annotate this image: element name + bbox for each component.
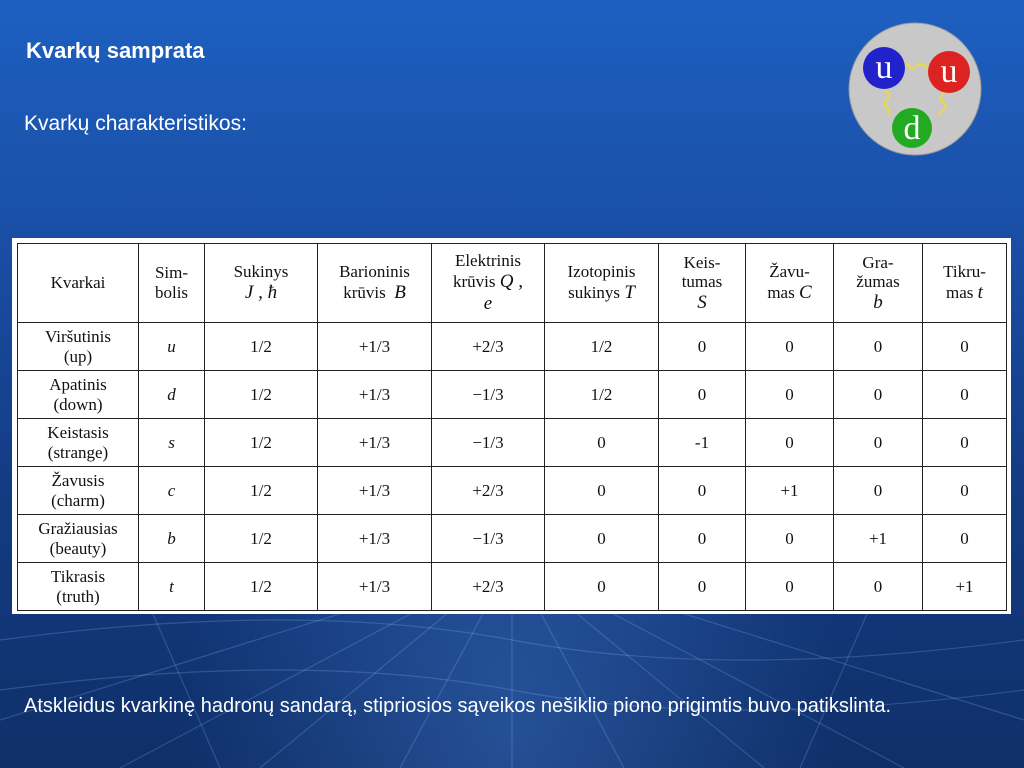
value-cell: 0: [746, 323, 834, 371]
quark-properties-table: [17, 243, 1007, 611]
quark-name-cell: Keistasis (strange): [18, 419, 139, 467]
quark-symbol-cell: c: [139, 467, 205, 515]
quark-symbol-cell: d: [139, 371, 205, 419]
value-cell: 0: [746, 515, 834, 563]
value-cell: 1/2: [205, 371, 318, 419]
value-cell: −1/3: [432, 371, 545, 419]
value-cell: 0: [834, 419, 923, 467]
header-strangeness: Keis- tumas S: [659, 244, 746, 323]
value-cell: 1/2: [545, 323, 659, 371]
value-cell: 0: [834, 467, 923, 515]
value-cell: +1/3: [318, 515, 432, 563]
value-cell: 0: [923, 467, 1007, 515]
value-cell: 0: [923, 515, 1007, 563]
table-body: [18, 323, 1007, 611]
value-cell: -1: [659, 419, 746, 467]
quark-name-cell: Tikrasis (truth): [18, 563, 139, 611]
value-cell: +1/3: [318, 323, 432, 371]
quark-table-panel: [12, 238, 1011, 614]
quark-symbol-cell: s: [139, 419, 205, 467]
slide-subtitle: Kvarkų charakteristikos:: [24, 112, 247, 135]
value-cell: +1: [746, 467, 834, 515]
value-cell: +1/3: [318, 563, 432, 611]
header-baryon-charge: Barioninis krūvis B: [318, 244, 432, 323]
quark-label-u2: u: [940, 53, 958, 90]
value-cell: 1/2: [205, 419, 318, 467]
value-cell: 0: [923, 323, 1007, 371]
quark-name-cell: Viršutinis (up): [18, 323, 139, 371]
table-header-row: [18, 244, 1007, 323]
value-cell: 1/2: [205, 515, 318, 563]
value-cell: +2/3: [432, 563, 545, 611]
value-cell: +1/3: [318, 467, 432, 515]
table-row: [18, 515, 1007, 563]
value-cell: −1/3: [432, 419, 545, 467]
value-cell: 1/2: [205, 563, 318, 611]
quark-name-cell: Žavusis (charm): [18, 467, 139, 515]
value-cell: +1: [834, 515, 923, 563]
value-cell: 1/2: [205, 467, 318, 515]
value-cell: 0: [659, 371, 746, 419]
value-cell: 0: [746, 371, 834, 419]
value-cell: +1/3: [318, 371, 432, 419]
value-cell: 0: [834, 563, 923, 611]
value-cell: 0: [923, 371, 1007, 419]
value-cell: −1/3: [432, 515, 545, 563]
value-cell: 0: [659, 563, 746, 611]
header-spin: Sukinys J , ħ: [205, 244, 318, 323]
value-cell: 0: [834, 323, 923, 371]
value-cell: 0: [746, 419, 834, 467]
header-isospin: Izotopinis sukinys T: [545, 244, 659, 323]
quark-symbol-cell: t: [139, 563, 205, 611]
value-cell: +2/3: [432, 467, 545, 515]
quark-name-cell: Apatinis (down): [18, 371, 139, 419]
table-row: [18, 563, 1007, 611]
value-cell: 0: [545, 467, 659, 515]
value-cell: 0: [834, 371, 923, 419]
value-cell: 1/2: [205, 323, 318, 371]
quark-label-u1: u: [875, 49, 893, 86]
quark-logo-icon: [847, 22, 983, 156]
quark-label-d: d: [903, 110, 921, 147]
value-cell: 0: [545, 563, 659, 611]
header-symbol: Sim- bolis: [139, 244, 205, 323]
value-cell: +1/3: [318, 419, 432, 467]
header-charm: Žavu- mas C: [746, 244, 834, 323]
quark-symbol-cell: b: [139, 515, 205, 563]
header-truth: Tikru- mas t: [923, 244, 1007, 323]
table-row: [18, 323, 1007, 371]
header-quarks: Kvarkai: [18, 244, 139, 323]
value-cell: 0: [923, 419, 1007, 467]
value-cell: +2/3: [432, 323, 545, 371]
value-cell: 0: [659, 515, 746, 563]
value-cell: 0: [545, 419, 659, 467]
slide-title: Kvarkų samprata: [26, 38, 205, 63]
table-row: [18, 371, 1007, 419]
table-row: [18, 419, 1007, 467]
quark-name-cell: Gražiausias (beauty): [18, 515, 139, 563]
header-electric-charge: Elektrinis krūvis Q , e: [432, 244, 545, 323]
value-cell: 0: [545, 515, 659, 563]
value-cell: 0: [659, 323, 746, 371]
table-row: [18, 467, 1007, 515]
footer-text: Atskleidus kvarkinę hadronų sandarą, stipriosios sąveikos nešiklio piono prigimtis buvo patikslinta.: [24, 695, 892, 717]
value-cell: 0: [659, 467, 746, 515]
header-beauty: Gra- žumas b: [834, 244, 923, 323]
value-cell: 0: [746, 563, 834, 611]
value-cell: 1/2: [545, 371, 659, 419]
quark-symbol-cell: u: [139, 323, 205, 371]
value-cell: +1: [923, 563, 1007, 611]
